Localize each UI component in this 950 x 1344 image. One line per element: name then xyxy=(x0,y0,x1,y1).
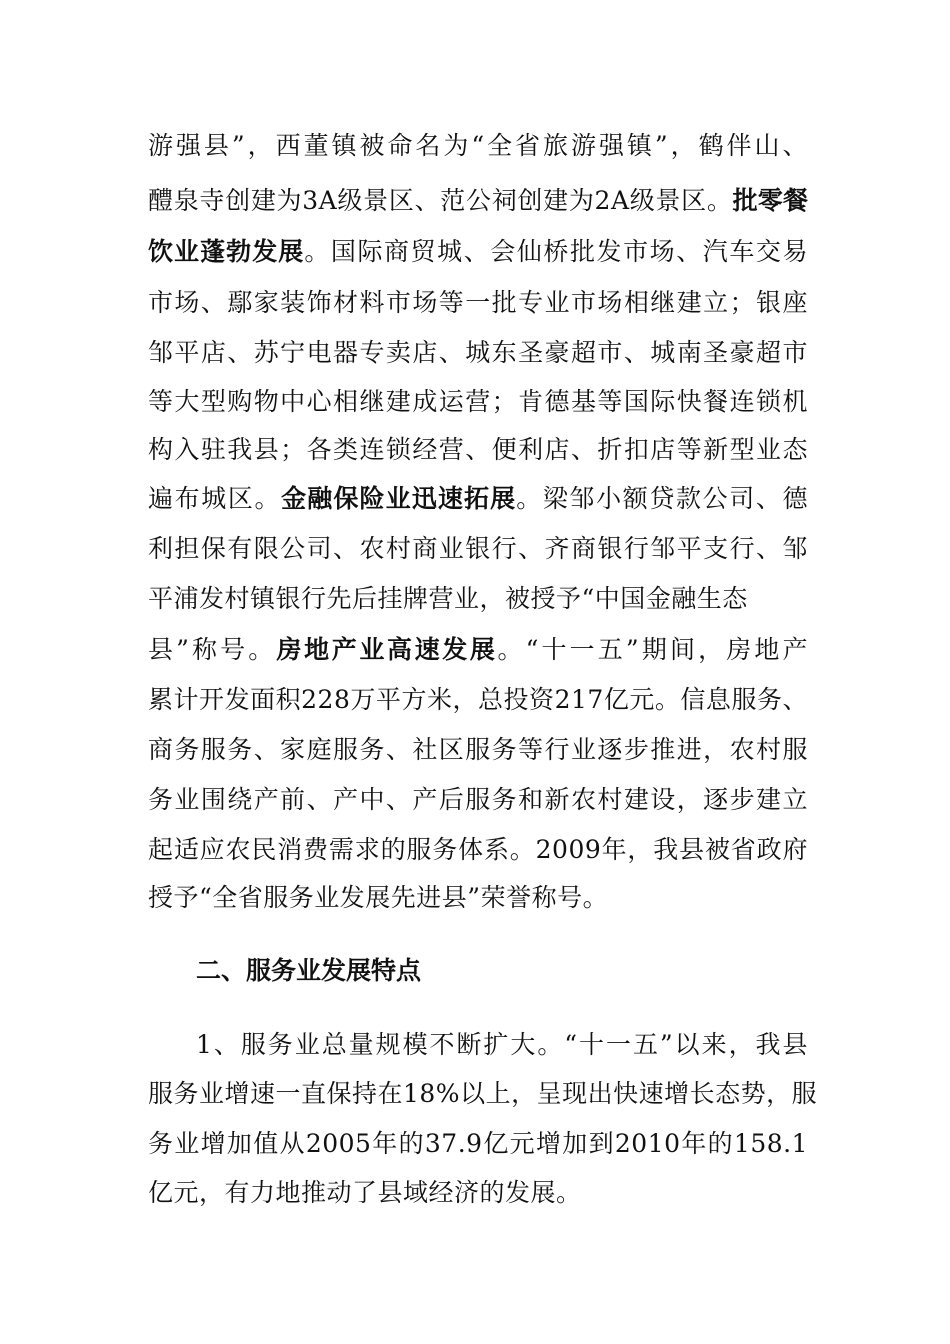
text-line xyxy=(148,783,808,817)
text-line xyxy=(148,482,808,516)
text-span: 游强县”，西董镇被命名为“全省旅游强镇”，鹤伴山、 xyxy=(148,131,808,160)
text-span: 醴泉寺创建为3A级景区、范公祠创建为2A级景区。 xyxy=(148,186,733,215)
section-heading: 二、服务业发展特点 xyxy=(196,956,422,985)
text-span: 商务服务、家庭服务、社区服务等行业逐步推进，农村服 xyxy=(148,735,808,764)
text-line xyxy=(148,433,808,467)
text-line xyxy=(148,633,808,667)
text-line xyxy=(148,1127,808,1161)
bold-phrase: 房地产业高速发展 xyxy=(276,635,498,664)
text-line xyxy=(196,1028,808,1062)
text-span: 遍布城区。 xyxy=(148,484,282,513)
text-span: 1、服务业总量规模不断扩大。“十一五”以来，我县 xyxy=(196,1030,808,1059)
text-line xyxy=(148,129,808,163)
text-span: 。梁邹小额贷款公司、德 xyxy=(516,484,808,513)
text-span: 。国际商贸城、会仙桥批发市场、汽车交易 xyxy=(304,237,808,266)
text-span: 授予“全省服务业发展先进县”荣誉称号。 xyxy=(148,883,609,912)
text-span: 亿元，有力地推动了县域经济的发展。 xyxy=(148,1178,582,1207)
text-line xyxy=(148,1176,808,1210)
text-line xyxy=(148,336,808,370)
text-span: 起适应农民消费需求的服务体系。2009年，我县被省政府 xyxy=(148,835,808,864)
text-span: 务业增加值从2005年的37.9亿元增加到2010年的158.1 xyxy=(148,1129,808,1158)
text-line xyxy=(148,833,808,867)
text-span: 利担保有限公司、农村商业银行、齐商银行邹平支行、邹 xyxy=(148,534,808,563)
text-span: 平浦发村镇银行先后挂牌营业，被授予“中国金融生态 xyxy=(148,584,748,613)
text-span: 构入驻我县；各类连锁经营、便利店、折扣店等新型业态 xyxy=(148,435,808,464)
text-line xyxy=(148,733,808,767)
bold-phrase: 金融保险业迅速拓展 xyxy=(281,484,517,513)
text-span: 市场、鄢家装饰材料市场等一批专业市场相继建立；银座 xyxy=(148,288,808,317)
text-line xyxy=(148,683,808,717)
text-line xyxy=(148,286,808,320)
text-line xyxy=(148,1077,818,1111)
text-span: 务业围绕产前、产中、产后服务和新农村建设，逐步建立 xyxy=(148,785,808,814)
text-line xyxy=(148,235,808,269)
text-line xyxy=(148,532,808,566)
text-line xyxy=(148,582,808,616)
text-span: 服务业增速一直保持在18%以上，呈现出快速增长态势，服 xyxy=(148,1079,818,1108)
text-span: 等大型购物中心相继建成运营；肯德基等国际快餐连锁机 xyxy=(148,387,808,416)
text-span: 县”称号。 xyxy=(148,635,277,664)
text-line xyxy=(148,881,808,915)
text-span: 邹平店、苏宁电器专卖店、城东圣豪超市、城南圣豪超市 xyxy=(148,338,808,367)
text-line xyxy=(148,385,808,419)
bold-phrase: 批零餐 xyxy=(732,186,808,215)
text-span: 累计开发面积228万平方米，总投资217亿元。信息服务、 xyxy=(148,685,808,714)
text-span: 。“十一五”期间，房地产 xyxy=(497,635,809,664)
text-line xyxy=(148,184,808,218)
bold-phrase: 饮业蓬勃发展 xyxy=(148,237,305,266)
